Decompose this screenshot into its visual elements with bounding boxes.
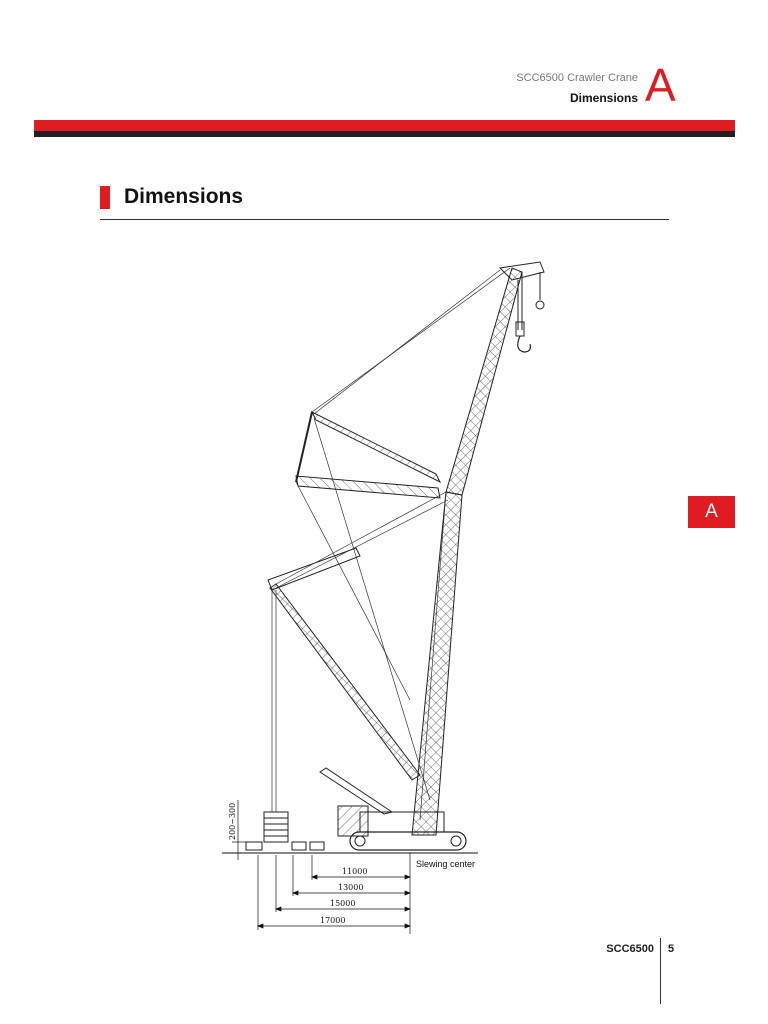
header-section-letter: A bbox=[645, 59, 676, 111]
slewing-center-label: Slewing center bbox=[416, 859, 476, 869]
page-number: 5 bbox=[668, 943, 675, 955]
dimension-11000: 11000 bbox=[342, 867, 368, 876]
counterweight-tray bbox=[246, 812, 324, 850]
section-tab[interactable]: A bbox=[688, 496, 735, 528]
section-title: Dimensions bbox=[124, 185, 244, 208]
dimension-13000: 13000 bbox=[338, 883, 364, 892]
vertical-dimension-label: 200~300 bbox=[228, 802, 237, 840]
footer-model: SCC6500 bbox=[606, 943, 654, 955]
header-title: Dimensions bbox=[569, 91, 638, 105]
mast bbox=[268, 548, 420, 780]
footer-separator bbox=[660, 938, 661, 1004]
dimension-17000: 17000 bbox=[320, 916, 346, 925]
upper-strut bbox=[296, 412, 440, 498]
header-subtitle: SCC6500 Crawler Crane bbox=[516, 72, 638, 84]
vertical-dimension bbox=[228, 800, 246, 860]
luffing-jib bbox=[446, 268, 522, 495]
main-boom bbox=[412, 492, 462, 835]
dimension-15000: 15000 bbox=[330, 899, 356, 908]
